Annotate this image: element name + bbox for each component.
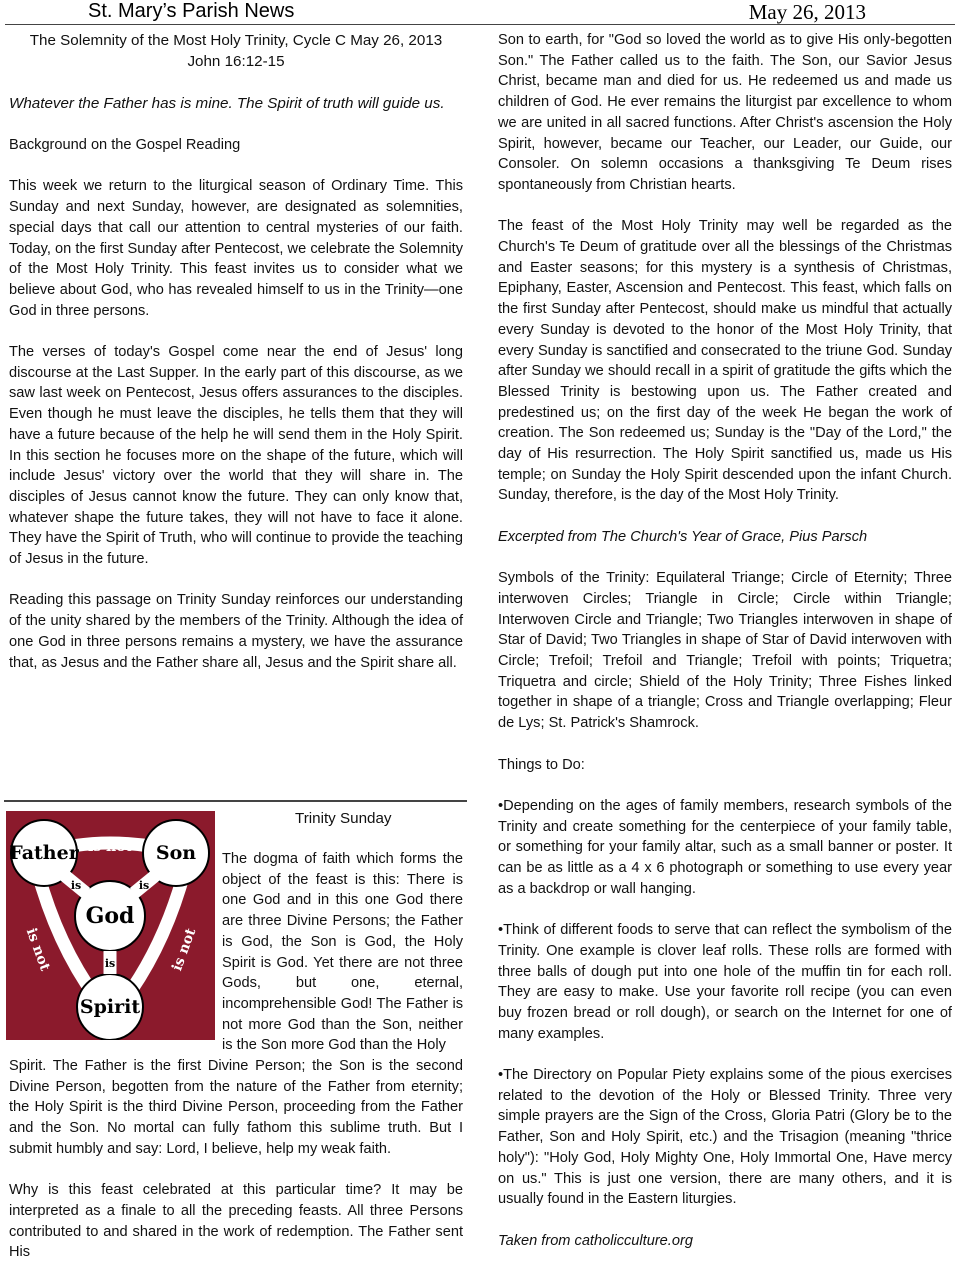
- right-column: [498, 30, 952, 1268]
- logo-word-father: Father: [9, 842, 79, 864]
- left-paragraph-3: Reading this passage on Trinity Sunday reinforces our understanding of the unity shared by the members of the Trinity. Although the idea of one God in three persons remains a mystery, we have the assurance that, as Jesus and the Father share all, Jesus and the Spirit share all.: [9, 592, 463, 671]
- newsletter-title: St. Mary’s Parish News: [88, 0, 295, 22]
- activity-bullet-2: •Think of different foods to serve that can reflect the symbolism of the Trinity. One example is clover leaf rolls. These rolls are formed with three balls of dough put into one hole of the muffin tin for each roll. They are easy to make. Use your favorite roll recipe (you can even buy frozen bread or roll dough), or search on the Internet for one of many examples.: [498, 922, 952, 1042]
- feast-heading: The Solemnity of the Most Holy Trinity, Cycle C May 26, 2013: [29, 32, 443, 49]
- box-title: Trinity Sunday: [295, 810, 392, 827]
- right-paragraph-2: The feast of the Most Holy Trinity may well be regarded as the Church's Te Deum of gratitude over all the blessings of the Christmas and Easter seasons; for this mystery is a synthesis of Christmas, Epiphany, Easter, Ascension and Pentecost. This feast, which falls on the first Sunday after Pentecost, should make us mindful that actually every Sunday is devoted to the honor of the Most Holy Trinity, that every Sunday is sanctified and consecrated to the triune God. Sunday after Sunday we should recall in a spirit of gratitude the gifts which the Blessed Trinity is bestowing upon us. The Father created and predestined us; on the first day of the week He began the work of creation. The Son redeemed us; Sunday is the "Day of the Lord," the day of His resurrection. The Holy Spirit sanctified us, made us His temple; on Sunday the Holy Spirit descended upon the infant Church. Sunday, therefore, is the day of the Most Holy Trinity.: [498, 218, 952, 504]
- right-paragraph-1: Son to earth, for "God so loved the world as to give His only-begotten Son." The Father called us to the faith. The Son, our Savior Jesus Christ, became man and died for us. He redeemed us and made us children of God. He ever remains the liturgist par excellence to whom we are united in all sacred functions. After Christ's ascension the Holy Spirit, however, became our Teacher, our Leader, our Guide, our Consoler. On solemn occasions a thanksgiving Te Deum rises spontaneously from Christian hearts.: [498, 32, 952, 193]
- gospel-reference: John 16:12-15: [187, 53, 285, 70]
- left-paragraph-1: This week we return to the liturgical season of Ordinary Time. This Sunday and next Sunday, however, are designated as solemnities, special days that call our attention to central mysteries of our faith. Today, on the first Sunday after Pentecost, we celebrate the Solemnity of the Most Holy Trinity. This feast invites us to consider what we believe about God, who has revealed himself to us in the Trinity—one God in three persons.: [9, 178, 463, 319]
- left-paragraph-2: The verses of today's Gospel come near the end of Jesus' long discourse at the Last Supper. In the early part of this discourse, as we saw last week on Pentecost, Jesus offers assurances to the disciples. Even though he must leave the disciples, he tells them that they will have a future because of the help he will send them in the Holy Spirit. In this section he focuses more on the shape of the future, which will include Jesus' victory over the world that they will share in. The disciples of Jesus cannot know the future. They can only know that, whatever shape the future takes, they will not have to face it alone. They have the Spirit of Truth, who will continue to provide the teaching of Jesus in the future.: [9, 344, 463, 568]
- trinity-shield-logo: [6, 811, 215, 1040]
- logo-word-son: Son: [155, 842, 197, 864]
- box-paragraph-2: Why is this feast celebrated at this particular time? It may be interpreted as a finale to all the preceding feasts. All three Persons contributed to and shared in the work of redemption. The Father sent His: [9, 1182, 463, 1261]
- logo-word-is-not-right: is not: [169, 926, 200, 974]
- symbols-paragraph: Symbols of the Trinity: Equilateral Triange; Circle of Eternity; Three interwoven Circles; Triangle in Circle; Circle within Triangle; Interwoven Circle and Triangle; Two Triangles interwoven in shape of Star of David; Two Triangles in shape of Star of David interwoven with Circle; Trefoil; Trefoil and Triangle; Trefoil with points; Triquetra; Triquetra and circle; Shield of the Holy Trinity; Three Fishes linked together in shape of a triangle; Cross and Triangle overlapping; Fleur de Lys; St. Patrick's Shamrock.: [498, 570, 952, 732]
- logo-word-god: God: [85, 903, 135, 929]
- box-paragraph-narrow: The dogma of faith which forms the object of the feast is this: There is one God and in this one God there are three Divine Persons; the Father is God, the Son is God, the Holy Spirit is God. Yet there are not three Gods, but one, eternal, incomprehensible God! The Father is not more God than the Son, neither is the Son more God than the Holy: [222, 851, 463, 1054]
- masthead: [0, 0, 960, 26]
- gospel-quote: Whatever the Father has is mine. The Spirit of truth will guide us.: [9, 95, 445, 112]
- logo-word-is-not-top: is not: [87, 839, 133, 855]
- box-text-wrapped: [222, 849, 463, 1056]
- logo-word-is-not-left: is not: [22, 926, 53, 974]
- logo-word-spirit: Spirit: [79, 996, 141, 1018]
- background-heading: Background on the Gospel Reading: [9, 137, 241, 153]
- left-column: [9, 30, 463, 694]
- newsletter-date: May 26, 2013: [748, 0, 866, 24]
- source-credit: Taken from catholicculture.org: [498, 1232, 693, 1249]
- box-text-full: [9, 1056, 463, 1268]
- masthead-rule: [5, 24, 955, 25]
- things-to-do-heading: Things to Do:: [498, 756, 585, 773]
- activity-bullet-3: •The Directory on Popular Piety explains some of the pious exercises related to the devotion of the Holy or Blessed Trinity. Three very simple prayers are the Sign of the Cross, Gloria Patri (Glory be to the Father, Son and Holy Spirit, etc.) and the Trisagion (meaning "thrice holy"): "Holy God, Holy Mighty One, Holy Immortal One, Have mercy on us." This is just one version, there are many others, and it is usually found in the Eastern liturgies.: [498, 1067, 952, 1208]
- excerpt-credit: Excerpted from The Church's Year of Grace, Pius Parsch: [498, 528, 868, 545]
- box-rule: [4, 800, 467, 802]
- logo-word-is-a: is: [70, 879, 82, 892]
- logo-word-is-c: is: [104, 957, 116, 970]
- box-paragraph-1: Spirit. The Father is the first Divine Person; the Son is the second Divine Person, begotten from the nature of the Father from eternity; the Holy Spirit is the third Divine Person, proceeding from the Father and the Son. No mortal can fully fathom this sublime truth. But I submit humbly and say: Lord, I believe, help my weak faith.: [9, 1058, 463, 1157]
- logo-word-is-b: is: [138, 879, 150, 892]
- activity-bullet-1: •Depending on the ages of family members, research symbols of the Trinity and create something for the centerpiece of your family table, or something for your family altar, such as a small banner or poster. It can be as little as a 4 x 6 photograph or something to use every year as a backdrop or wall hanging.: [498, 797, 952, 897]
